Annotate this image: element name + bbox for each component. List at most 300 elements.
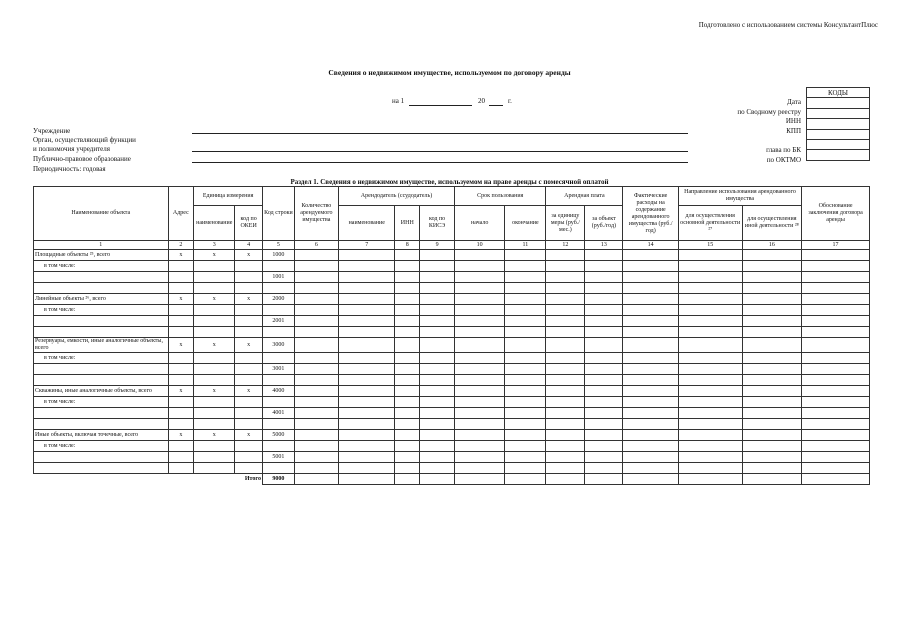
- data-cell[interactable]: [420, 419, 455, 430]
- data-cell[interactable]: [505, 250, 546, 261]
- data-cell[interactable]: [194, 261, 235, 272]
- data-cell[interactable]: [168, 272, 194, 283]
- data-cell[interactable]: [168, 305, 194, 316]
- data-cell[interactable]: [585, 441, 623, 452]
- code-date[interactable]: [807, 98, 870, 108]
- data-cell[interactable]: [742, 430, 802, 441]
- data-cell[interactable]: [455, 353, 505, 364]
- data-cell[interactable]: [420, 441, 455, 452]
- data-cell[interactable]: [338, 338, 394, 353]
- data-cell[interactable]: [420, 294, 455, 305]
- data-cell[interactable]: [294, 338, 338, 353]
- data-cell[interactable]: [294, 397, 338, 408]
- data-cell[interactable]: [420, 408, 455, 419]
- data-cell[interactable]: [338, 452, 394, 463]
- data-cell[interactable]: [168, 261, 194, 272]
- data-cell[interactable]: [546, 261, 585, 272]
- data-cell[interactable]: [263, 261, 295, 272]
- code-inn[interactable]: [807, 119, 870, 129]
- data-cell[interactable]: [455, 452, 505, 463]
- data-cell[interactable]: [168, 397, 194, 408]
- data-cell[interactable]: [505, 441, 546, 452]
- data-cell[interactable]: [338, 250, 394, 261]
- data-cell[interactable]: [742, 386, 802, 397]
- data-cell[interactable]: [294, 386, 338, 397]
- data-cell[interactable]: [34, 463, 169, 474]
- data-cell[interactable]: [235, 316, 263, 327]
- data-cell[interactable]: [623, 353, 678, 364]
- data-cell[interactable]: [395, 375, 420, 386]
- data-cell[interactable]: [395, 305, 420, 316]
- data-cell[interactable]: [623, 283, 678, 294]
- data-cell[interactable]: [585, 283, 623, 294]
- data-cell[interactable]: [585, 408, 623, 419]
- data-cell[interactable]: [585, 305, 623, 316]
- data-cell[interactable]: [395, 397, 420, 408]
- data-cell[interactable]: [742, 327, 802, 338]
- data-cell[interactable]: [194, 272, 235, 283]
- data-cell[interactable]: [294, 419, 338, 430]
- data-cell[interactable]: [235, 452, 263, 463]
- data-cell[interactable]: [585, 338, 623, 353]
- data-cell[interactable]: [263, 441, 295, 452]
- data-cell[interactable]: [505, 316, 546, 327]
- data-cell[interactable]: [585, 452, 623, 463]
- data-cell[interactable]: [294, 283, 338, 294]
- data-cell[interactable]: [678, 386, 742, 397]
- total-cell[interactable]: [338, 474, 394, 485]
- data-cell[interactable]: [678, 397, 742, 408]
- data-cell[interactable]: [585, 353, 623, 364]
- data-cell[interactable]: [546, 386, 585, 397]
- data-cell[interactable]: [168, 441, 194, 452]
- data-cell[interactable]: [742, 316, 802, 327]
- data-cell[interactable]: [623, 397, 678, 408]
- data-cell[interactable]: [623, 261, 678, 272]
- data-cell[interactable]: [802, 338, 870, 353]
- data-cell[interactable]: [585, 294, 623, 305]
- data-cell[interactable]: [168, 408, 194, 419]
- data-cell[interactable]: [235, 408, 263, 419]
- data-cell[interactable]: [420, 463, 455, 474]
- data-cell[interactable]: [420, 397, 455, 408]
- data-cell[interactable]: [395, 316, 420, 327]
- data-cell[interactable]: [194, 397, 235, 408]
- data-cell[interactable]: [505, 272, 546, 283]
- data-cell[interactable]: [678, 316, 742, 327]
- data-cell[interactable]: [420, 338, 455, 353]
- data-cell[interactable]: [168, 452, 194, 463]
- data-cell[interactable]: [802, 375, 870, 386]
- data-cell[interactable]: [802, 430, 870, 441]
- data-cell[interactable]: [338, 419, 394, 430]
- data-cell[interactable]: [546, 294, 585, 305]
- data-cell[interactable]: [585, 375, 623, 386]
- data-cell[interactable]: [623, 305, 678, 316]
- data-cell[interactable]: [742, 272, 802, 283]
- data-cell[interactable]: [168, 316, 194, 327]
- data-cell[interactable]: [505, 327, 546, 338]
- data-cell[interactable]: [455, 419, 505, 430]
- data-cell[interactable]: [546, 272, 585, 283]
- data-cell[interactable]: [338, 463, 394, 474]
- data-cell[interactable]: [742, 419, 802, 430]
- data-cell[interactable]: [235, 272, 263, 283]
- data-cell[interactable]: [294, 294, 338, 305]
- data-cell[interactable]: [34, 283, 169, 294]
- data-cell[interactable]: [678, 327, 742, 338]
- data-cell[interactable]: [802, 250, 870, 261]
- data-cell[interactable]: [546, 397, 585, 408]
- data-cell[interactable]: [263, 419, 295, 430]
- data-cell[interactable]: [420, 364, 455, 375]
- data-cell[interactable]: [263, 327, 295, 338]
- data-cell[interactable]: [455, 408, 505, 419]
- data-cell[interactable]: [338, 283, 394, 294]
- data-cell[interactable]: [546, 452, 585, 463]
- data-cell[interactable]: [420, 261, 455, 272]
- data-cell[interactable]: [294, 452, 338, 463]
- data-cell[interactable]: [505, 338, 546, 353]
- total-cell[interactable]: [678, 474, 742, 485]
- data-cell[interactable]: [294, 272, 338, 283]
- data-cell[interactable]: [585, 316, 623, 327]
- data-cell[interactable]: [623, 452, 678, 463]
- data-cell[interactable]: [678, 305, 742, 316]
- data-cell[interactable]: [294, 353, 338, 364]
- data-cell[interactable]: [742, 294, 802, 305]
- data-cell[interactable]: [294, 375, 338, 386]
- data-cell[interactable]: [546, 364, 585, 375]
- data-cell[interactable]: [34, 408, 169, 419]
- data-cell[interactable]: [235, 327, 263, 338]
- data-cell[interactable]: [546, 375, 585, 386]
- data-cell[interactable]: [420, 327, 455, 338]
- data-cell[interactable]: [505, 305, 546, 316]
- data-cell[interactable]: [623, 327, 678, 338]
- data-cell[interactable]: [455, 316, 505, 327]
- data-cell[interactable]: [455, 305, 505, 316]
- data-cell[interactable]: [235, 364, 263, 375]
- data-cell[interactable]: [802, 272, 870, 283]
- data-cell[interactable]: [455, 261, 505, 272]
- total-cell[interactable]: [802, 474, 870, 485]
- data-cell[interactable]: [168, 327, 194, 338]
- data-cell[interactable]: [505, 261, 546, 272]
- data-cell[interactable]: [34, 364, 169, 375]
- data-cell[interactable]: [802, 283, 870, 294]
- data-cell[interactable]: [802, 305, 870, 316]
- data-cell[interactable]: [34, 316, 169, 327]
- data-cell[interactable]: [168, 283, 194, 294]
- data-cell[interactable]: [235, 397, 263, 408]
- data-cell[interactable]: [338, 441, 394, 452]
- data-cell[interactable]: [455, 272, 505, 283]
- data-cell[interactable]: [623, 441, 678, 452]
- data-cell[interactable]: [420, 305, 455, 316]
- data-cell[interactable]: [678, 294, 742, 305]
- data-cell[interactable]: [505, 430, 546, 441]
- data-cell[interactable]: [585, 272, 623, 283]
- data-cell[interactable]: [678, 364, 742, 375]
- data-cell[interactable]: [742, 338, 802, 353]
- data-cell[interactable]: [338, 272, 394, 283]
- data-cell[interactable]: [338, 408, 394, 419]
- data-cell[interactable]: [235, 353, 263, 364]
- data-cell[interactable]: [455, 375, 505, 386]
- data-cell[interactable]: [678, 353, 742, 364]
- data-cell[interactable]: [168, 419, 194, 430]
- data-cell[interactable]: [194, 353, 235, 364]
- data-cell[interactable]: [168, 364, 194, 375]
- data-cell[interactable]: [546, 419, 585, 430]
- data-cell[interactable]: [194, 327, 235, 338]
- data-cell[interactable]: [505, 419, 546, 430]
- data-cell[interactable]: [395, 294, 420, 305]
- data-cell[interactable]: [585, 364, 623, 375]
- data-cell[interactable]: [34, 419, 169, 430]
- data-cell[interactable]: [546, 441, 585, 452]
- data-cell[interactable]: [420, 452, 455, 463]
- data-cell[interactable]: [395, 430, 420, 441]
- data-cell[interactable]: [742, 452, 802, 463]
- data-cell[interactable]: [505, 375, 546, 386]
- data-cell[interactable]: [455, 327, 505, 338]
- data-cell[interactable]: [338, 353, 394, 364]
- data-cell[interactable]: [455, 283, 505, 294]
- data-cell[interactable]: [194, 316, 235, 327]
- data-cell[interactable]: [585, 463, 623, 474]
- data-cell[interactable]: [585, 397, 623, 408]
- data-cell[interactable]: [455, 250, 505, 261]
- data-cell[interactable]: [395, 452, 420, 463]
- data-cell[interactable]: [623, 419, 678, 430]
- data-cell[interactable]: [678, 419, 742, 430]
- data-cell[interactable]: [294, 305, 338, 316]
- total-cell[interactable]: [395, 474, 420, 485]
- data-cell[interactable]: [338, 375, 394, 386]
- data-cell[interactable]: [455, 364, 505, 375]
- data-cell[interactable]: [194, 283, 235, 294]
- data-cell[interactable]: [263, 397, 295, 408]
- data-cell[interactable]: [338, 316, 394, 327]
- data-cell[interactable]: [294, 441, 338, 452]
- data-cell[interactable]: [742, 353, 802, 364]
- data-cell[interactable]: [742, 250, 802, 261]
- data-cell[interactable]: [742, 397, 802, 408]
- data-cell[interactable]: [420, 386, 455, 397]
- data-cell[interactable]: [623, 272, 678, 283]
- data-cell[interactable]: [263, 463, 295, 474]
- data-cell[interactable]: [802, 452, 870, 463]
- data-cell[interactable]: [455, 397, 505, 408]
- data-cell[interactable]: [742, 305, 802, 316]
- data-cell[interactable]: [420, 375, 455, 386]
- data-cell[interactable]: [294, 408, 338, 419]
- data-cell[interactable]: [395, 386, 420, 397]
- data-cell[interactable]: [585, 327, 623, 338]
- data-cell[interactable]: [294, 261, 338, 272]
- data-cell[interactable]: [294, 250, 338, 261]
- data-cell[interactable]: [623, 364, 678, 375]
- data-cell[interactable]: [505, 408, 546, 419]
- data-cell[interactable]: [742, 408, 802, 419]
- data-cell[interactable]: [802, 353, 870, 364]
- data-cell[interactable]: [395, 250, 420, 261]
- data-cell[interactable]: [505, 364, 546, 375]
- date-day-month-field[interactable]: [409, 105, 472, 106]
- data-cell[interactable]: [455, 294, 505, 305]
- data-cell[interactable]: [395, 463, 420, 474]
- total-cell[interactable]: [546, 474, 585, 485]
- data-cell[interactable]: [338, 430, 394, 441]
- data-cell[interactable]: [194, 408, 235, 419]
- total-cell[interactable]: [294, 474, 338, 485]
- data-cell[interactable]: [420, 353, 455, 364]
- data-cell[interactable]: [338, 327, 394, 338]
- data-cell[interactable]: [678, 408, 742, 419]
- data-cell[interactable]: [742, 283, 802, 294]
- data-cell[interactable]: [585, 386, 623, 397]
- data-cell[interactable]: [395, 364, 420, 375]
- data-cell[interactable]: [194, 364, 235, 375]
- data-cell[interactable]: [34, 452, 169, 463]
- data-cell[interactable]: [802, 316, 870, 327]
- data-cell[interactable]: [585, 261, 623, 272]
- total-cell[interactable]: [455, 474, 505, 485]
- data-cell[interactable]: [263, 283, 295, 294]
- data-cell[interactable]: [505, 386, 546, 397]
- data-cell[interactable]: [585, 430, 623, 441]
- data-cell[interactable]: [802, 364, 870, 375]
- data-cell[interactable]: [742, 441, 802, 452]
- data-cell[interactable]: [338, 364, 394, 375]
- data-cell[interactable]: [395, 408, 420, 419]
- data-cell[interactable]: [338, 294, 394, 305]
- data-cell[interactable]: [546, 353, 585, 364]
- data-cell[interactable]: [34, 327, 169, 338]
- data-cell[interactable]: [505, 294, 546, 305]
- data-cell[interactable]: [294, 364, 338, 375]
- data-cell[interactable]: [678, 261, 742, 272]
- data-cell[interactable]: [263, 375, 295, 386]
- data-cell[interactable]: [194, 305, 235, 316]
- data-cell[interactable]: [546, 408, 585, 419]
- data-cell[interactable]: [235, 261, 263, 272]
- data-cell[interactable]: [546, 316, 585, 327]
- data-cell[interactable]: [194, 463, 235, 474]
- data-cell[interactable]: [546, 283, 585, 294]
- data-cell[interactable]: [194, 375, 235, 386]
- data-cell[interactable]: [546, 250, 585, 261]
- data-cell[interactable]: [678, 283, 742, 294]
- data-cell[interactable]: [420, 430, 455, 441]
- data-cell[interactable]: [263, 305, 295, 316]
- data-cell[interactable]: [235, 283, 263, 294]
- data-cell[interactable]: [235, 463, 263, 474]
- data-cell[interactable]: [623, 386, 678, 397]
- data-cell[interactable]: [395, 419, 420, 430]
- data-cell[interactable]: [455, 338, 505, 353]
- data-cell[interactable]: [678, 463, 742, 474]
- data-cell[interactable]: [235, 441, 263, 452]
- data-cell[interactable]: [395, 261, 420, 272]
- code-oktmo[interactable]: [807, 150, 870, 160]
- data-cell[interactable]: [742, 463, 802, 474]
- data-cell[interactable]: [802, 463, 870, 474]
- data-cell[interactable]: [235, 419, 263, 430]
- data-cell[interactable]: [194, 419, 235, 430]
- data-cell[interactable]: [802, 419, 870, 430]
- data-cell[interactable]: [395, 283, 420, 294]
- data-cell[interactable]: [235, 375, 263, 386]
- data-cell[interactable]: [623, 294, 678, 305]
- total-cell[interactable]: [742, 474, 802, 485]
- data-cell[interactable]: [294, 327, 338, 338]
- data-cell[interactable]: [420, 316, 455, 327]
- data-cell[interactable]: [505, 463, 546, 474]
- data-cell[interactable]: [802, 327, 870, 338]
- data-cell[interactable]: [742, 261, 802, 272]
- data-cell[interactable]: [802, 386, 870, 397]
- data-cell[interactable]: [802, 294, 870, 305]
- code-chapter[interactable]: [807, 139, 870, 149]
- founder-field[interactable]: [192, 151, 688, 152]
- data-cell[interactable]: [294, 316, 338, 327]
- data-cell[interactable]: [338, 305, 394, 316]
- data-cell[interactable]: [623, 338, 678, 353]
- data-cell[interactable]: [34, 375, 169, 386]
- data-cell[interactable]: [742, 364, 802, 375]
- data-cell[interactable]: [455, 430, 505, 441]
- data-cell[interactable]: [585, 419, 623, 430]
- data-cell[interactable]: [678, 452, 742, 463]
- total-cell[interactable]: [623, 474, 678, 485]
- data-cell[interactable]: [420, 272, 455, 283]
- data-cell[interactable]: [505, 283, 546, 294]
- data-cell[interactable]: [34, 272, 169, 283]
- data-cell[interactable]: [395, 327, 420, 338]
- total-cell[interactable]: [505, 474, 546, 485]
- data-cell[interactable]: [546, 327, 585, 338]
- data-cell[interactable]: [678, 375, 742, 386]
- data-cell[interactable]: [678, 272, 742, 283]
- data-cell[interactable]: [678, 250, 742, 261]
- data-cell[interactable]: [395, 353, 420, 364]
- data-cell[interactable]: [802, 261, 870, 272]
- total-cell[interactable]: [420, 474, 455, 485]
- data-cell[interactable]: [623, 250, 678, 261]
- data-cell[interactable]: [678, 441, 742, 452]
- data-cell[interactable]: [455, 463, 505, 474]
- data-cell[interactable]: [168, 353, 194, 364]
- data-cell[interactable]: [235, 305, 263, 316]
- data-cell[interactable]: [294, 463, 338, 474]
- data-cell[interactable]: [168, 375, 194, 386]
- data-cell[interactable]: [546, 430, 585, 441]
- institution-field[interactable]: [192, 133, 688, 134]
- data-cell[interactable]: [505, 452, 546, 463]
- data-cell[interactable]: [263, 353, 295, 364]
- public-entity-field[interactable]: [192, 162, 688, 163]
- data-cell[interactable]: [395, 441, 420, 452]
- data-cell[interactable]: [194, 452, 235, 463]
- data-cell[interactable]: [338, 261, 394, 272]
- data-cell[interactable]: [546, 338, 585, 353]
- data-cell[interactable]: [623, 375, 678, 386]
- date-year-field[interactable]: [489, 105, 503, 106]
- data-cell[interactable]: [194, 441, 235, 452]
